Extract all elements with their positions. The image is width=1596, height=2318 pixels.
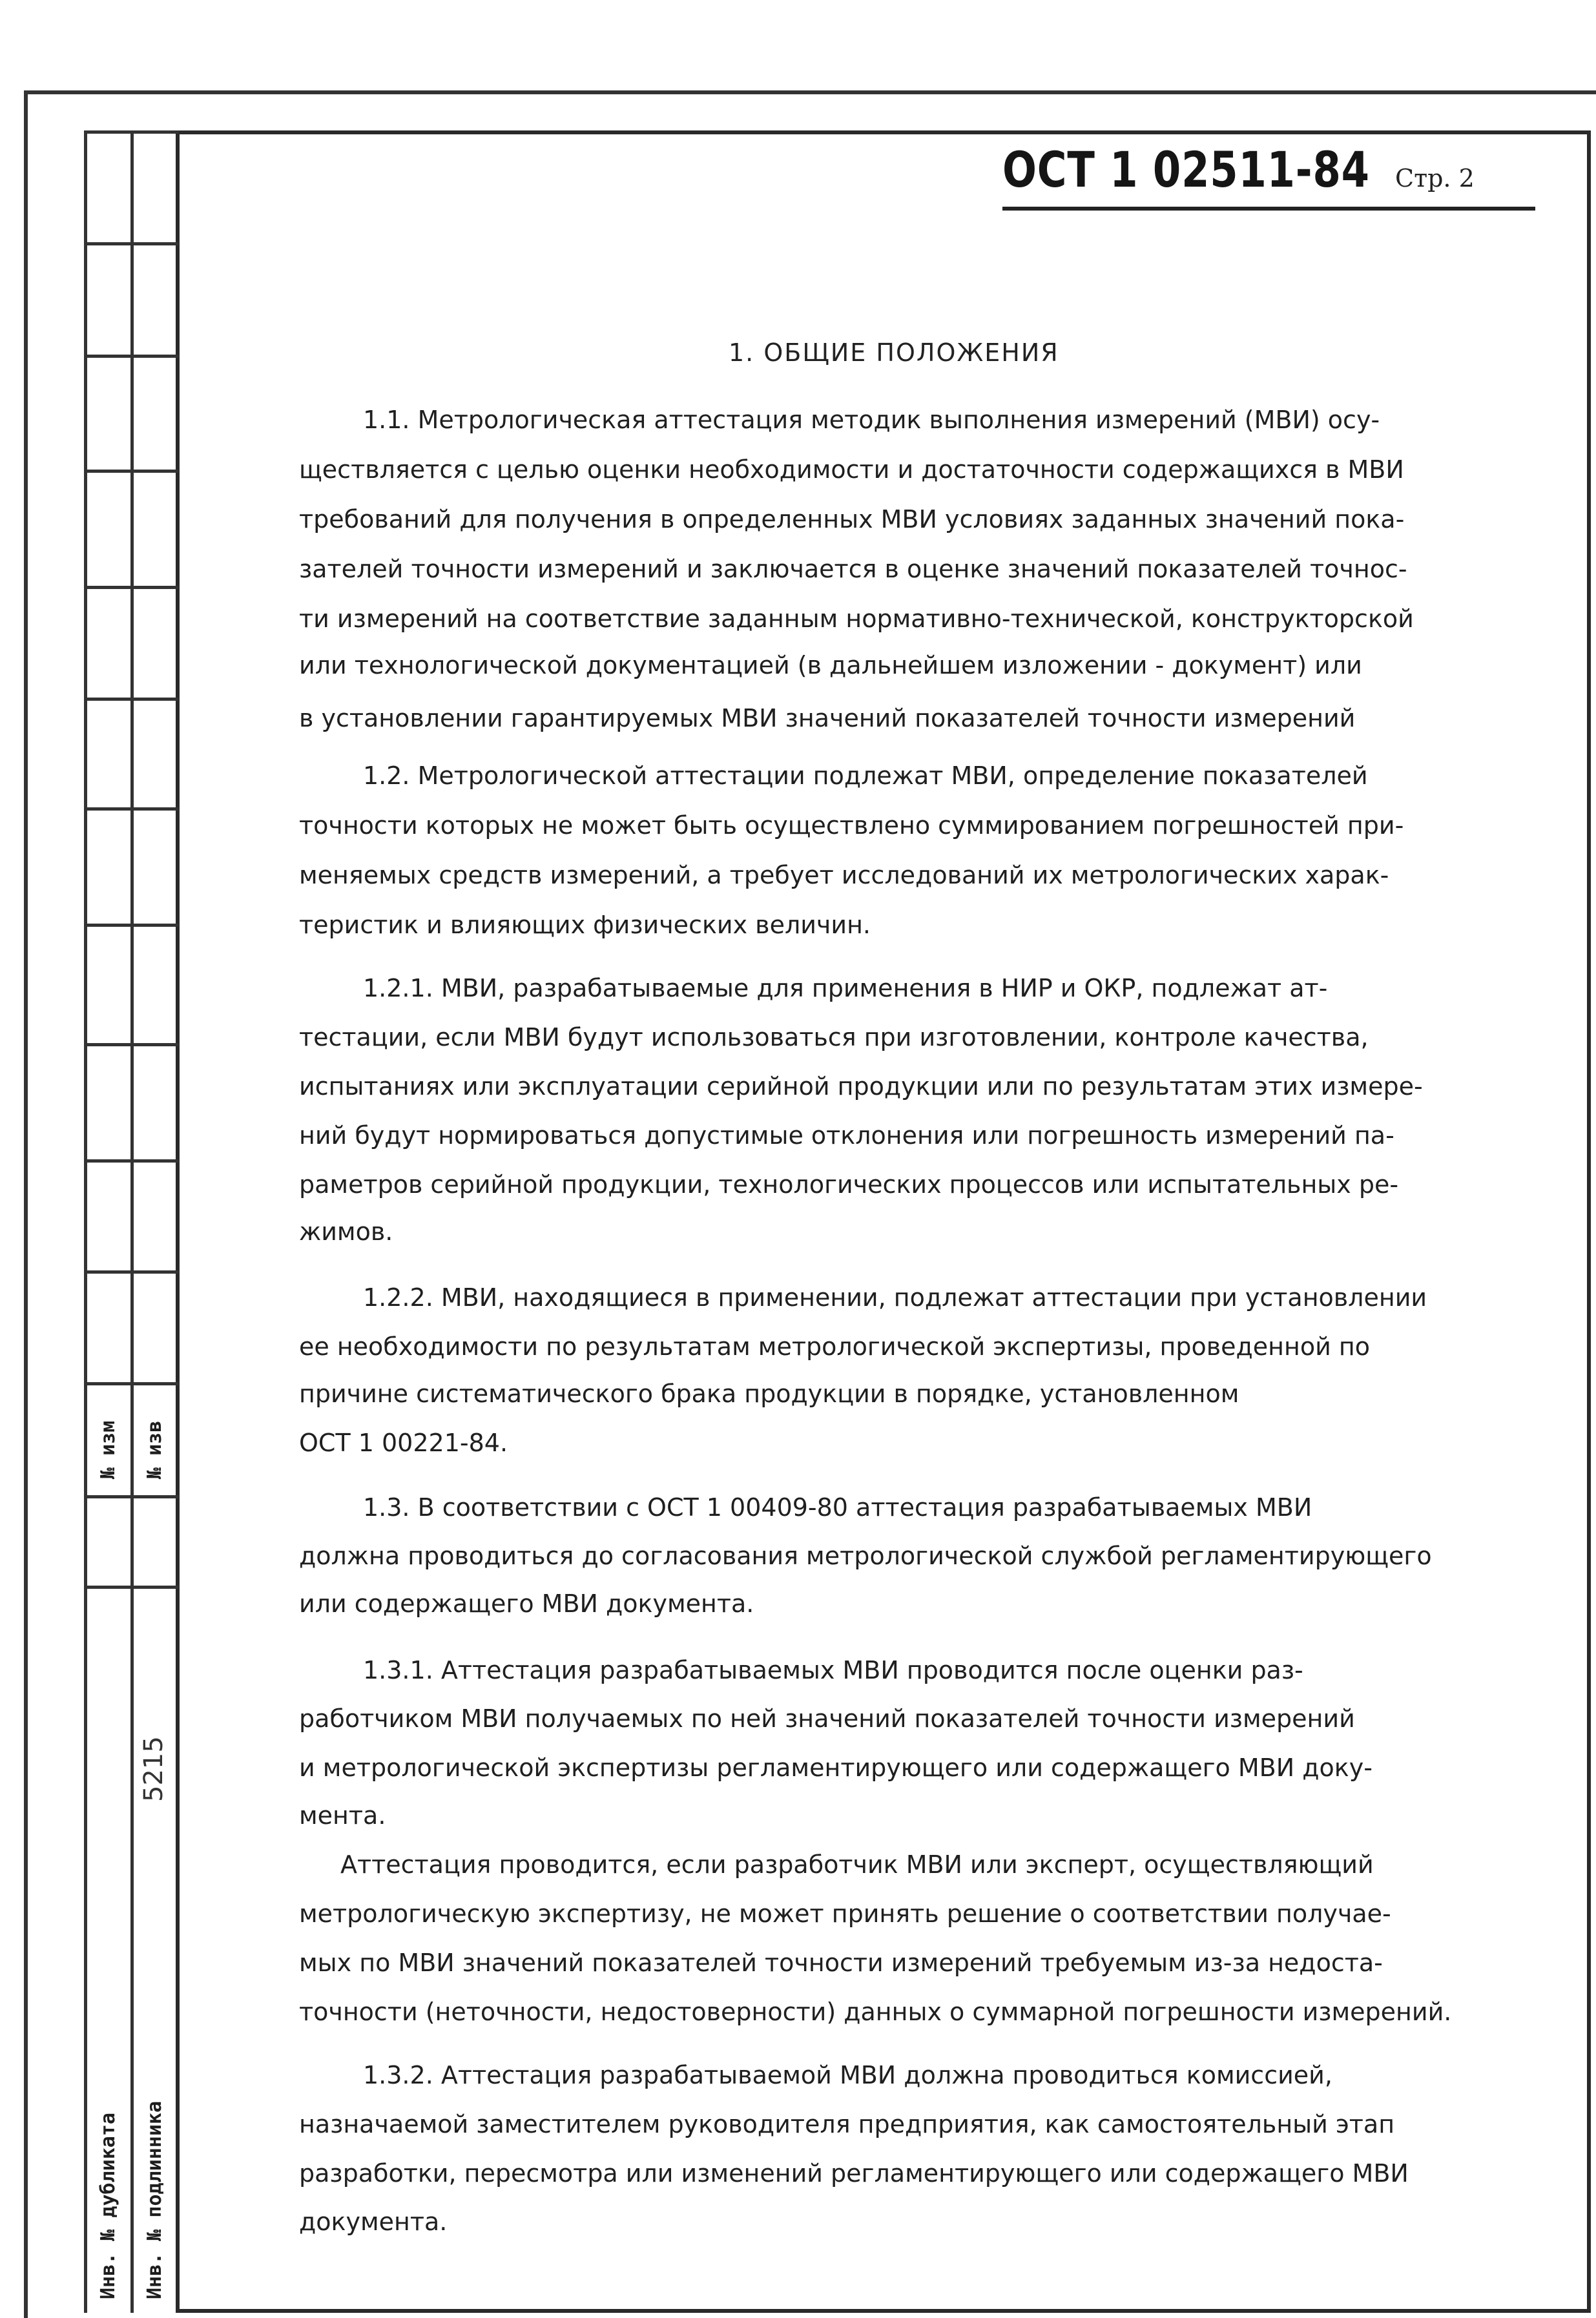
stamp-rule <box>84 355 179 358</box>
stamp-rule <box>84 1586 179 1589</box>
text-line: 1.1. Метрологическая аттестация методик выполнения измерений (МВИ) осу- <box>363 406 1380 434</box>
text-line: тестации, если МВИ будут использоваться при изготовлении, контроле качества, <box>299 1023 1369 1051</box>
stamp-rule <box>84 1382 179 1385</box>
text-line: требований для получения в определенных МВИ условиях заданных значений пока- <box>299 505 1405 533</box>
stamp-border-left <box>84 130 87 2313</box>
inv-original-label: Инв. № подлинника <box>143 2100 166 2299</box>
text-line: и метрологической экспертизы регламентирующего или содержащего МВИ доку- <box>299 1754 1373 1782</box>
text-line: раметров серийной продукции, технологических процессов или испытательных ре- <box>299 1170 1399 1199</box>
stamp-rule <box>84 586 179 589</box>
text-line: Аттестация проводится, если разработчик МВИ или эксперт, осуществляющий <box>340 1850 1374 1879</box>
change-no-label: № изм <box>97 1420 119 1479</box>
text-line: ществляется с целью оценки необходимости и достаточности содержащихся в МВИ <box>299 455 1404 484</box>
text-line: зателей точности измерений и заключается в оценке значений показателей точнос- <box>299 555 1407 583</box>
stamp-divider <box>130 130 134 2313</box>
text-line: теристик и влияющих физических величин. <box>299 911 871 939</box>
text-line: 1.2. Метрологической аттестации подлежат МВИ, определение показателей <box>363 761 1368 790</box>
text-line: 1.2.1. МВИ, разрабатываемые для применения в НИР и ОКР, подлежат ат- <box>363 974 1328 1002</box>
text-line: точности которых не может быть осуществлено суммированием погрешностей при- <box>299 811 1404 840</box>
text-line: метрологическую экспертизу, не может принять решение о соответствии получае- <box>299 1899 1391 1928</box>
text-line: меняемых средств измерений, а требует исследований их метрологических харак- <box>299 861 1389 889</box>
text-line: 1.2.2. МВИ, находящиеся в применении, подлежат аттестации при установлении <box>363 1283 1427 1312</box>
text-line: назначаемой заместителем руководителя предприятия, как самостоятельный этап <box>299 2110 1395 2138</box>
section-title: 1. ОБЩИЕ ПОЛОЖЕНИЯ <box>729 338 1059 367</box>
text-line: документа. <box>299 2208 448 2236</box>
stamp-rule <box>84 1495 179 1498</box>
header-rule <box>1002 207 1535 211</box>
text-line: или содержащего МВИ документа. <box>299 1589 754 1618</box>
text-line: 1.3.2. Аттестация разрабатываемой МВИ должна проводиться комиссией, <box>363 2061 1332 2089</box>
stamp-rule <box>84 698 179 701</box>
notice-no-label: № изв <box>143 1420 166 1479</box>
stamp-rule <box>84 1270 179 1274</box>
text-line: должна проводиться до согласования метрологической службой регламентирующего <box>299 1542 1432 1570</box>
stamp-rule <box>84 924 179 927</box>
text-line: мента. <box>299 1801 386 1830</box>
text-line: ти измерений на соответствие заданным нормативно-технической, конструкторской <box>299 605 1414 633</box>
text-line: жимов. <box>299 1217 393 1246</box>
stamp-rule <box>84 130 179 134</box>
stamp-rule <box>84 470 179 473</box>
text-line: ее необходимости по результатам метрологической экспертизы, проведенной по <box>299 1332 1370 1361</box>
document-code: ОСТ 1 02511-84 <box>1002 141 1370 198</box>
text-line: мых по МВИ значений показателей точности измерений требуемым из-за недоста- <box>299 1949 1383 1977</box>
text-line: причине систематического брака продукции в порядке, установленном <box>299 1380 1239 1408</box>
stamp-rule <box>84 807 179 811</box>
stamp-rule <box>84 242 179 245</box>
page-number: Стр. 2 <box>1395 164 1475 192</box>
text-line: или технологической документацией (в дальнейшем изложении - документ) или <box>299 651 1362 679</box>
text-line: ОСТ 1 00221-84. <box>299 1429 508 1457</box>
text-line: 1.3.1. Аттестация разрабатываемых МВИ проводится после оценки раз- <box>363 1656 1303 1684</box>
text-line: разработки, пересмотра или изменений регламентирующего или содержащего МВИ <box>299 2159 1409 2188</box>
text-line: точности (неточности, недостоверности) данных о суммарной погрешности измерений. <box>299 1998 1452 2026</box>
text-line: испытаниях или эксплуатации серийной продукции или по результатам этих измере- <box>299 1072 1423 1101</box>
inv-duplicate-label: Инв. № дубликата <box>97 2113 119 2299</box>
text-line: ний будут нормироваться допустимые отклонения или погрешность измерений па- <box>299 1121 1394 1150</box>
text-line: в установлении гарантируемых МВИ значений показателей точности измерений <box>299 704 1356 732</box>
stamp-rule <box>84 1159 179 1163</box>
text-line: работчиком МВИ получаемых по ней значений показателей точности измерений <box>299 1704 1355 1733</box>
stamp-rule <box>84 1043 179 1046</box>
text-line: 1.3. В соответствии с ОСТ 1 00409-80 аттестация разрабатываемых МВИ <box>363 1493 1312 1522</box>
original-number: 5215 <box>139 1736 169 1802</box>
